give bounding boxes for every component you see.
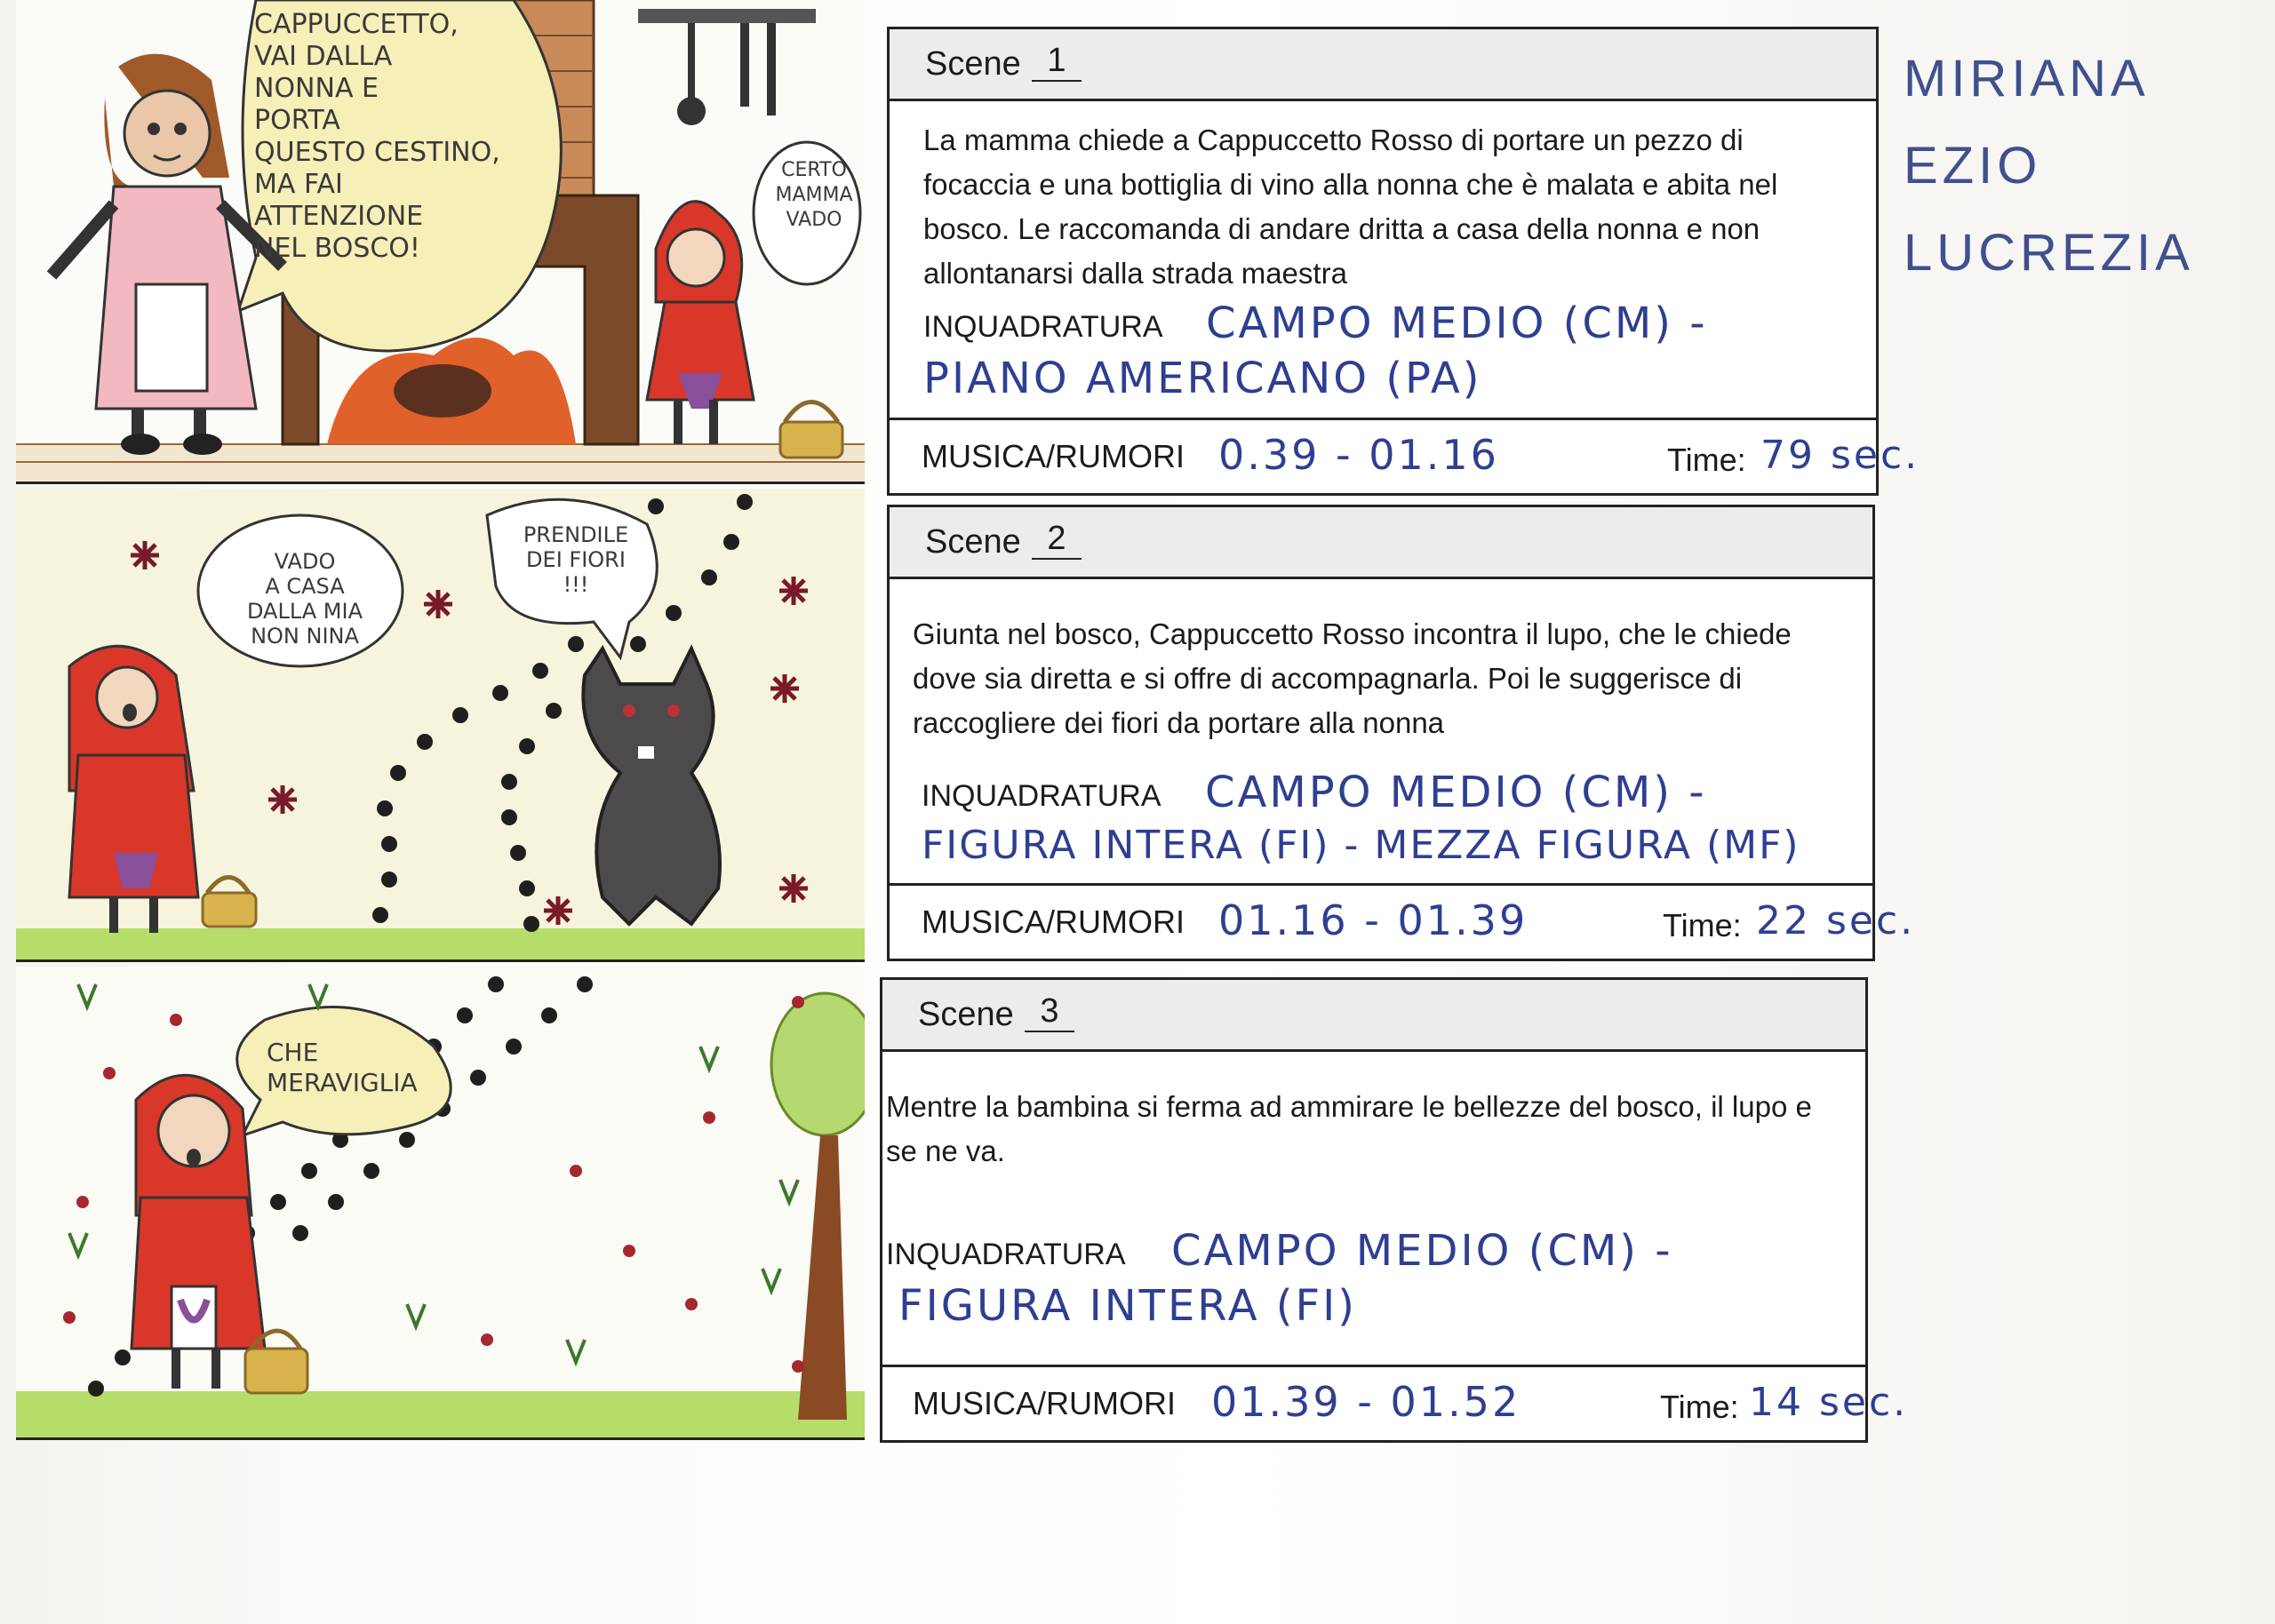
comic-strip [16,0,865,1439]
inquadratura-line-1: CAMPO MEDIO (CM) - [1171,1226,1673,1276]
scene-footer [890,883,1916,959]
panel-2-drawing [16,489,865,959]
comic-panel-1 [16,0,865,484]
musica-label: MUSICA/RUMORI [922,438,1185,474]
comic-panel-2 [16,489,865,962]
girl-speech-bubble: CHE MERAVIGLIA [267,1038,418,1097]
student-names [1904,36,2194,297]
girl-speech-bubble: VADO A CASA DALLA MIA NON NINA [246,549,363,649]
scene-number: 2 [1032,520,1082,560]
inquadratura-line-1: CAMPO MEDIO (CM) - [1205,768,1707,817]
scene-card-1 [887,27,1920,496]
mother-speech-bubble: CAPPUCCETTO, VAI DALLA NONNA E PORTA QUESTO CESTINO, MA FAI ATTENZIONE NEL BOSCO! [254,9,500,264]
musica-value: 0.39 - 01.16 [1218,431,1499,479]
scene-description: Giunta nel bosco, Cappuccetto Rosso incontra il lupo, che le chiede dove sia diretta e si offre di accompagnarla. Poi le suggerisce di raccogliere dei fiori da portare alla nonna [913,617,1792,739]
scene-description: La mamma chiede a Cappuccetto Rosso di portare un pezzo di focaccia e una bottiglia di vino alla nonna che è malata e abita nel bosco. Le raccomanda di andare dritta a casa della nonna e non allontanarsi dalla strada maestra [923,123,1778,290]
musica-label: MUSICA/RUMORI [922,904,1185,940]
girl-speech-bubble: CERTO MAMMA VADO [775,159,853,231]
scene-label: Scene [925,45,1021,83]
student-name-1: MIRIANA [1904,50,2150,107]
scene-number: 3 [1025,992,1074,1032]
scene-header [882,980,1865,1052]
wolf-speech-bubble: PRENDILE DEI FIORI !!! [523,522,629,597]
inquadratura-label: INQUADRATURA [886,1238,1126,1271]
time-label: Time: [1667,442,1746,478]
time-label: Time: [1660,1389,1739,1425]
scene-header [890,507,1872,579]
scene-footer [890,418,1920,493]
inquadratura-line-2: PIANO AMERICANO (PA) [923,354,1482,403]
student-name-3: LUCREZIA [1904,224,2194,282]
scene-header [890,29,1876,101]
time-value: 79 sec. [1760,433,1920,478]
student-name-2: EZIO [1904,137,2042,195]
scene-card-2 [887,505,1916,961]
comic-panel-3 [16,967,865,1440]
scene-label: Scene [925,523,1021,561]
musica-label: MUSICA/RUMORI [913,1385,1176,1421]
inquadratura-label: INQUADRATURA [923,310,1163,344]
scene-description: Mentre la bambina si ferma ad ammirare le bellezze del bosco, il lupo e se ne va. [886,1090,1812,1167]
inquadratura-line-2: FIGURA INTERA (FI) - MEZZA FIGURA (MF) [922,823,1800,868]
time-label: Time: [1663,907,1742,943]
time-value: 14 sec. [1749,1380,1909,1425]
inquadratura-label: INQUADRATURA [922,779,1161,813]
scene-label: Scene [918,996,1014,1033]
time-value: 22 sec. [1756,898,1916,943]
musica-value: 01.39 - 01.52 [1211,1378,1521,1426]
musica-value: 01.16 - 01.39 [1218,896,1529,944]
scene-card-3 [880,977,1909,1443]
scene-footer [882,1365,1909,1440]
inquadratura-line-1: CAMPO MEDIO (CM) - [1206,299,1708,348]
scene-number: 1 [1032,42,1082,82]
inquadratura-line-2: FIGURA INTERA (FI) [898,1281,1358,1331]
